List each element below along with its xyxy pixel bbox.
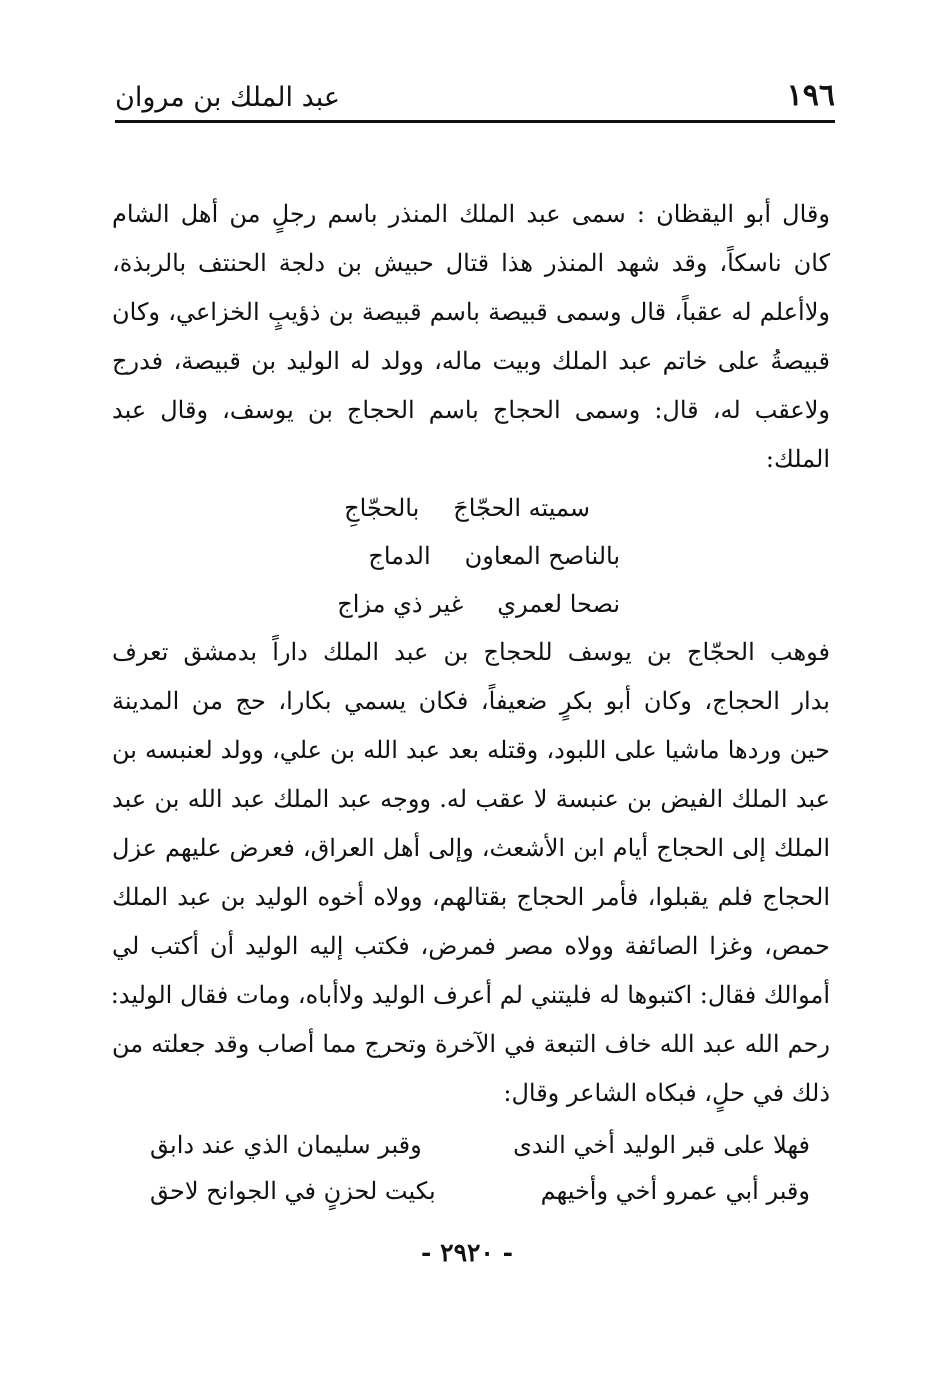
- text-line: وقال أبو اليقظان : سمى عبد الملك المنذر باسم رجلٍ من أهل الشام: [112, 200, 830, 228]
- poem-hemistich: سميته الحجّاجَ: [453, 494, 590, 522]
- text-line: الملك إلى الحجاج أيام ابن الأشعث، وإلى أهل العراق، فعرض عليهم عزل: [112, 834, 831, 862]
- text-line: فوهب الحجّاج بن يوسف للحجاج بن عبد الملك داراً بدمشق تعرف: [112, 638, 830, 666]
- poem-2: [150, 1122, 810, 1214]
- text-line: الحجاج فلم يقبلوا، فأمر الحجاج بقتالهم، وولاه أخوه الوليد بن عبد الملك: [112, 883, 830, 911]
- header-rule: [115, 120, 835, 123]
- poem-line: [300, 580, 620, 628]
- text-line: بدار الحجاج، وكان أبو بكرٍ ضعيفاً، فكان يسمي بكارا، حج من المدينة: [112, 687, 830, 715]
- text-line: حمص، وغزا الصائفة وولاه مصر فمرض، فكتب إليه الوليد أن أكتب لي: [112, 932, 830, 960]
- poem-hemistich: الدماج: [368, 542, 431, 570]
- text-line: ولاعقب له، قال: وسمى الحجاج باسم الحجاج بن يوسف، وقال عبد: [112, 396, 830, 424]
- running-title: عبد الملك بن مروان: [115, 82, 341, 113]
- text-line: ولاأعلم له عقباً، قال وسمى قبيصة باسم قبيصة بن ذؤيبٍ الخزاعي، وكان: [112, 298, 830, 326]
- poem-line: [300, 532, 620, 580]
- folio-number: - ٢٩٢٠ -: [421, 1238, 513, 1267]
- poem-line: [300, 484, 620, 532]
- poem-hemistich: وقبر أبي عمرو أخي وأخيهم: [540, 1177, 810, 1205]
- page-header: [115, 78, 835, 122]
- text-line: عبد الملك الفيض بن عنبسة لا عقب له. ووجه عبد الملك عبد الله بن عبد: [112, 785, 830, 813]
- poem-hemistich: بالناصح المعاون: [464, 542, 620, 570]
- poem-hemistich: بالحجّاجِ: [344, 494, 420, 522]
- paragraph-1: [112, 190, 830, 484]
- poem-1: [300, 484, 620, 628]
- text-line: ذلك في حلٍ، فبكاه الشاعر وقال:: [503, 1079, 830, 1107]
- text-line: كان ناسكاً، وقد شهد المنذر هذا قتال حبيش بن دلجة الحنتف بالربذة،: [112, 249, 831, 277]
- poem-hemistich: وقبر سليمان الذي عند دابق: [150, 1131, 422, 1159]
- text-line: أموالك فقال: اكتبوها له فليتني لم أعرف الوليد ولاأباه، ومات فقال الوليد:: [110, 981, 830, 1009]
- page-number: ١٩٦: [786, 78, 835, 113]
- poem-hemistich: غير ذي مزاج: [337, 590, 464, 618]
- poem-hemistich: فهلا على قبر الوليد أخي الندى: [513, 1131, 810, 1159]
- poem-line: [150, 1168, 810, 1214]
- paragraph-2: [112, 628, 830, 1118]
- poem-line: [150, 1122, 810, 1168]
- text-line: قبيصةُ على خاتم عبد الملك وبيت ماله، وولد له الوليد بن قبيصة، فدرج: [112, 347, 830, 375]
- poem-hemistich: نصحا لعمري: [497, 590, 620, 618]
- text-line: الملك:: [765, 445, 830, 473]
- poem-hemistich: بكيت لحزنٍ في الجوانح لاحق: [150, 1177, 436, 1205]
- text-line: حين وردها ماشيا على اللبود، وقتله بعد عبد الله بن علي، وولد لعنبسه بن: [112, 736, 830, 764]
- text-line: رحم الله عبد الله خاف التبعة في الآخرة وتحرج مما أصاب وقد جعلته من: [112, 1030, 830, 1058]
